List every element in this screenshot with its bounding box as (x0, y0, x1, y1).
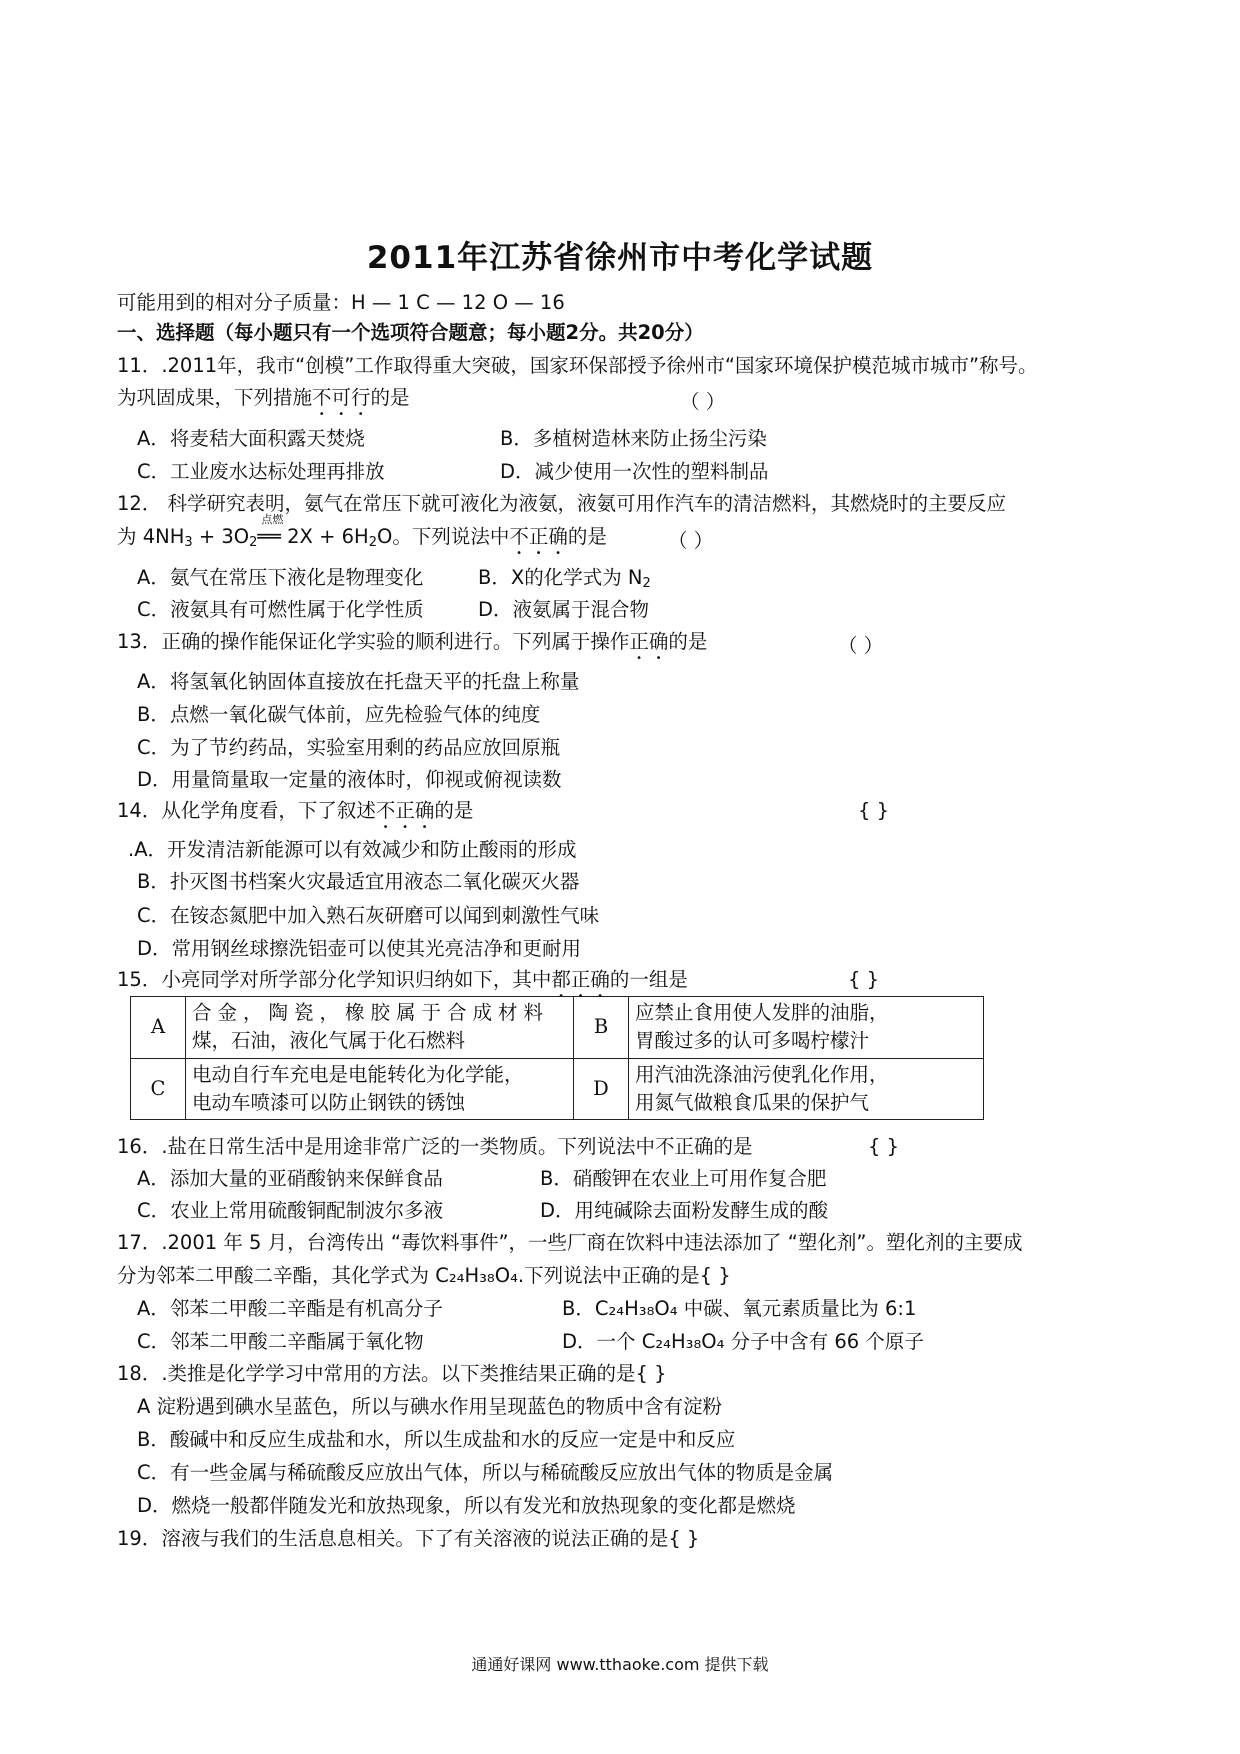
q13-option-d: D．用量筒量取一定量的液体时，仰视或俯视读数 (137, 768, 562, 791)
q16-answer-paren: { } (868, 1135, 900, 1158)
q12-reaction-arrow (257, 513, 284, 548)
q18-option-c: C．有一些金属与稀硫酸反应放出气体，所以与稀硫酸反应放出气体的物质是金属 (137, 1461, 834, 1484)
q12-stem-line2 (117, 513, 607, 559)
q14-option-d: D．常用钢丝球擦洗铝壶可以使其光亮洁净和更耐用 (137, 937, 582, 960)
q15-cell-d (629, 1058, 984, 1120)
q11-stem-post: 的是 (370, 386, 410, 409)
q11-answer-paren: （ ） (680, 390, 726, 413)
q16-option-c: C．农业上常用硫酸铜配制波尔多液 (137, 1199, 444, 1222)
q14-stem (117, 799, 473, 833)
q12-stem-post: 的是 (567, 525, 607, 548)
q17-stem-line2: 分为邻苯二甲酸二辛酯，其化学式为 C₂₄H₃₈O₄.下列说法中正确的是{ } (117, 1264, 731, 1287)
q12-reaction-condition: 点燃 (261, 513, 284, 526)
q17-option-c: C．邻苯二甲酸二辛酯属于氧化物 (137, 1330, 424, 1353)
q17-option-b: B．C₂₄H₃₈O₄ 中碳、氧元素质量比为 6:1 (562, 1297, 917, 1320)
q11-option-d: D．减少使用一次性的塑料制品 (500, 460, 769, 483)
q11-stem-emphasis: 不可行 (312, 386, 371, 409)
q16-option-b: B．硝酸钾在农业上可用作复合肥 (540, 1167, 827, 1190)
q15-cell-c (186, 1058, 574, 1120)
q12-sub-2b: 2 (368, 535, 377, 550)
q13-stem-pre: 13．正确的操作能保证化学实验的顺利进行。下列属于操作 (117, 630, 630, 653)
q13-stem-emphasis: 正确 (629, 630, 669, 653)
q15-cell-b-line1: 应禁止食用使人发胖的油脂， (635, 1001, 889, 1024)
q11-option-a: A．将麦秸大面积露天焚烧 (137, 427, 365, 450)
q18-stem: 18．.类推是化学学习中常用的方法。以下类推结果正确的是{ } (117, 1362, 667, 1385)
q15-knowledge-table (130, 996, 984, 1120)
q11-option-b: B．多植树造林来防止扬尘污染 (500, 427, 767, 450)
q15-cell-a-line1: 合金，陶瓷，橡胶属于合成材料 (192, 1001, 550, 1024)
page-footer: 通通好课网 www.tthaoke.com 提供下载 (471, 1655, 769, 1674)
q13-option-c: C．为了节约药品，实验室用剩的药品应放回原瓶 (137, 736, 561, 759)
q13-stem-post: 的是 (668, 630, 708, 653)
q17-stem-line1: 17．.2001 年 5 月，台湾传出 “毒饮料事件”，一些厂商在饮料中违法添加了 “塑化剂”。塑化剂的主要成 (117, 1231, 1023, 1254)
q15-label-c: C (131, 1058, 186, 1120)
q17-option-d: D．一个 C₂₄H₃₈O₄ 分子中含有 66 个原子 (562, 1330, 924, 1353)
q19-stem: 19．溶液与我们的生活息息相关。下了有关溶液的说法正确的是{ } (117, 1527, 700, 1550)
q15-table-row (131, 1058, 984, 1120)
q15-label-d: D (574, 1058, 629, 1120)
q16-option-a: A．添加大量的亚硝酸钠来保鲜食品 (137, 1167, 443, 1190)
q13-option-a: A．将氢氧化钠固体直接放在托盘天平的托盘上称量 (137, 670, 580, 693)
q15-cell-d-line2: 用氮气做粮食瓜果的保护气 (635, 1090, 870, 1114)
q12-sub-2: 2 (249, 535, 258, 550)
q15-cell-a-line2: 煤，石油，液化气属于化石燃料 (192, 1029, 466, 1053)
q12-option-a: A．氨气在常压下液化是物理变化 (137, 566, 424, 589)
q12-sub-3: 3 (184, 535, 193, 550)
q12-equals-sign: ══ (257, 525, 281, 548)
q15-table-row (131, 997, 984, 1059)
q12-reactant-nh3: 为 4NH (117, 525, 185, 548)
q15-label-a: A (131, 997, 186, 1059)
page-title: 2011年江苏省徐州市中考化学试题 (366, 240, 874, 276)
relative-mass-note: 可能用到的相对分子质量：H — 1 C — 12 O — 16 (117, 291, 565, 314)
q15-cell-b (629, 997, 984, 1059)
q14-option-b: B．扑灭图书档案火灾最适宜用液态二氧化碳灭火器 (137, 870, 580, 893)
q11-stem-line2 (117, 386, 410, 420)
q15-answer-paren: { } (848, 968, 880, 991)
q15-stem-emphasis: 都正确 (551, 968, 610, 991)
q15-stem-post: 的一组是 (609, 968, 688, 991)
q16-option-d: D．用纯碱除去面粉发酵生成的酸 (540, 1199, 829, 1222)
q12-products: 2X + 6H (280, 525, 369, 548)
q12-products-end: O。下列说法中 (376, 525, 510, 548)
q13-option-b: B．点燃一氧化碳气体前，应先检验气体的纯度 (137, 703, 541, 726)
q18-option-d: D．燃烧一般都伴随发光和放热现象，所以有发光和放热现象的变化都是燃烧 (137, 1494, 796, 1517)
q12-option-b-text: B．X的化学式为 N (478, 566, 643, 589)
q16-stem: 16．.盐在日常生活中是用途非常广泛的一类物质。下列说法中不正确的是 (117, 1135, 753, 1158)
q15-label-b: B (574, 997, 629, 1059)
q15-cell-c-line2: 电动车喷漆可以防止钢铁的锈蚀 (192, 1090, 466, 1114)
q14-stem-emphasis: 不正确 (375, 799, 435, 822)
q14-stem-post: 的是 (434, 799, 474, 822)
q14-answer-paren: { } (858, 799, 890, 822)
q17-option-a: A．邻苯二甲酸二辛酯是有机高分子 (137, 1297, 443, 1320)
q12-stem-emphasis: 不正确 (509, 525, 568, 548)
q13-stem (117, 630, 707, 664)
q12-option-b-sub: 2 (642, 576, 651, 591)
q12-option-b (478, 566, 651, 592)
q11-option-c: C．工业废水达标处理再排放 (137, 460, 385, 483)
q15-stem-pre: 15．小亮同学对所学部分化学知识归纳如下，其中 (117, 968, 552, 991)
q14-option-c: C．在铵态氮肥中加入熟石灰研磨可以闻到刺激性气味 (137, 904, 600, 927)
q18-option-a: A 淀粉遇到碘水呈蓝色，所以与碘水作用呈现蓝色的物质中含有淀粉 (137, 1395, 723, 1418)
q12-option-d: D．液氨属于混合物 (478, 598, 650, 621)
q15-cell-c-line1: 电动自行车充电是电能转化为化学能， (192, 1062, 524, 1086)
q14-stem-pre: 14．从化学角度看，下了叙述 (117, 799, 376, 822)
q11-stem-line1: 11．.2011年，我市“创模”工作取得重大突破，国家环保部授予徐州市“国家环境保护模范城市城市”称号。 (117, 354, 1038, 377)
q12-reactant-o2: + 3O (192, 525, 250, 548)
q15-cell-d-line1: 用汽油洗涤油污使乳化作用， (635, 1062, 889, 1086)
q18-option-b: B．酸碱中和反应生成盐和水，所以生成盐和水的反应一定是中和反应 (137, 1428, 736, 1451)
q11-stem-pre: 为巩固成果，下列措施 (117, 386, 313, 409)
q13-answer-paren: （ ） (838, 634, 884, 657)
q12-stem-line1: 12． 科学研究表明，氨气在常压下就可液化为液氨，液氨可用作汽车的清洁燃料，其燃烧时的主要反应 (117, 492, 1007, 515)
q15-cell-a (186, 997, 574, 1059)
q12-option-c: C．液氨具有可燃性属于化学性质 (137, 598, 424, 621)
q15-cell-b-line2: 胃酸过多的认可多喝柠檬汁 (635, 1029, 870, 1053)
q14-option-a: .A．开发清洁新能源可以有效减少和防止酸雨的形成 (128, 838, 577, 861)
section-heading: 一、选择题（每小题只有一个选项符合题意；每小题2分。共20分） (117, 321, 704, 344)
q12-answer-paren: （ ） (668, 529, 714, 552)
